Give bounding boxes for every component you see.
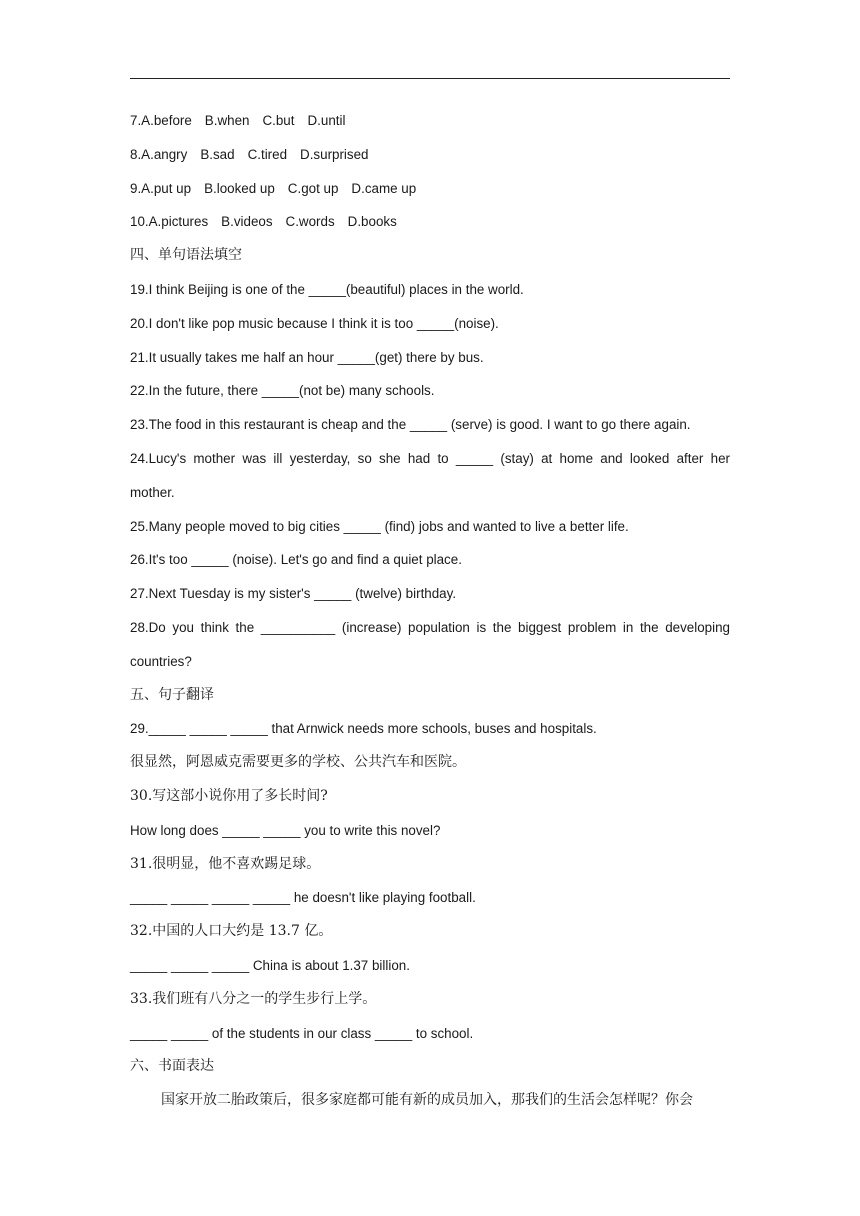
- option-c: C.got up: [287, 180, 339, 196]
- option-a: A.before: [141, 113, 192, 128]
- option-c: C.but: [262, 113, 295, 128]
- option-d: D.books: [347, 214, 397, 230]
- question-23: 23.The food in this restaurant is cheap and the _____ (serve) is good. I want to go there again.: [130, 417, 691, 433]
- question-9: [130, 172, 730, 206]
- question-24-continued: mother.: [130, 484, 175, 500]
- question-32: _____ _____ _____ China is about 1.37 billion.: [130, 957, 410, 973]
- question-29-chinese: 很显然，阿恩威克需要更多的学校、公共汽车和医院。: [130, 754, 466, 771]
- question-number: 10.: [130, 214, 149, 230]
- question-26: 26.It's too _____ (noise). Let's go and find a quiet place.: [130, 552, 462, 568]
- question-21: 21.It usually takes me half an hour _____(get) there by bus.: [130, 349, 484, 365]
- option-a: A.pictures: [148, 214, 209, 230]
- question-20: 20.I don't like pop music because I think it is too _____(noise).: [130, 315, 499, 331]
- question-29: 29._____ _____ _____ that Arnwick needs more schools, buses and hospitals.: [130, 721, 597, 737]
- question-19: 19.I think Beijing is one of the _____(beautiful) places in the world.: [130, 281, 524, 297]
- option-b: B.sad: [200, 146, 235, 162]
- question-28: 28.Do you think the __________ (increase) population is the biggest problem in the developing: [130, 619, 730, 635]
- option-b: B.looked up: [204, 180, 275, 196]
- question-22: 22.In the future, there _____(not be) many schools.: [130, 383, 435, 399]
- section-4-title: 四、单句语法填空: [130, 247, 242, 264]
- worksheet-content: [130, 104, 730, 1118]
- question-33-chinese: 33.我们班有八分之一的学生步行上学。: [130, 990, 377, 1007]
- option-b: B.videos: [221, 214, 273, 230]
- question-number: 7.: [130, 113, 142, 128]
- question-32-chinese: 32.中国的人口大约是 13.7 亿。: [130, 923, 333, 940]
- question-8: [130, 138, 730, 172]
- option-a: A.angry: [141, 146, 188, 162]
- question-10: [130, 205, 730, 239]
- option-d: D.until: [307, 113, 346, 128]
- question-number: 8.: [130, 146, 142, 162]
- question-30: How long does _____ _____ you to write this novel?: [130, 822, 441, 838]
- writing-prompt: 国家开放二胎政策后，很多家庭都可能有新的成员加入，那我们的生活会怎样呢？你会: [161, 1092, 693, 1109]
- question-31-chinese: 31.很明显，他不喜欢踢足球。: [130, 855, 321, 872]
- option-d: D.came up: [351, 180, 417, 196]
- question-31: _____ _____ _____ _____ he doesn't like playing football.: [130, 890, 476, 906]
- question-7: [130, 104, 730, 138]
- option-c: C.tired: [247, 146, 288, 162]
- option-c: C.words: [285, 214, 335, 230]
- question-30-chinese: 30.写这部小说你用了多长时间?: [130, 787, 328, 804]
- question-number: 9.: [130, 180, 142, 196]
- question-24: 24.Lucy's mother was ill yesterday, so she had to _____ (stay) at home and looked after her: [130, 450, 730, 466]
- section-6-title: 六、书面表达: [130, 1058, 214, 1075]
- option-d: D.surprised: [300, 146, 369, 162]
- question-33: _____ _____ of the students in our class _____ to school.: [130, 1025, 474, 1041]
- question-28-continued: countries?: [130, 653, 192, 669]
- option-b: B.when: [204, 113, 250, 128]
- question-27: 27.Next Tuesday is my sister's _____ (twelve) birthday.: [130, 586, 457, 602]
- question-25: 25.Many people moved to big cities _____ (find) jobs and wanted to live a better life.: [130, 518, 629, 534]
- section-5-title: 五、句子翻译: [130, 686, 214, 703]
- header-rule: [130, 78, 730, 79]
- option-a: A.put up: [141, 180, 192, 196]
